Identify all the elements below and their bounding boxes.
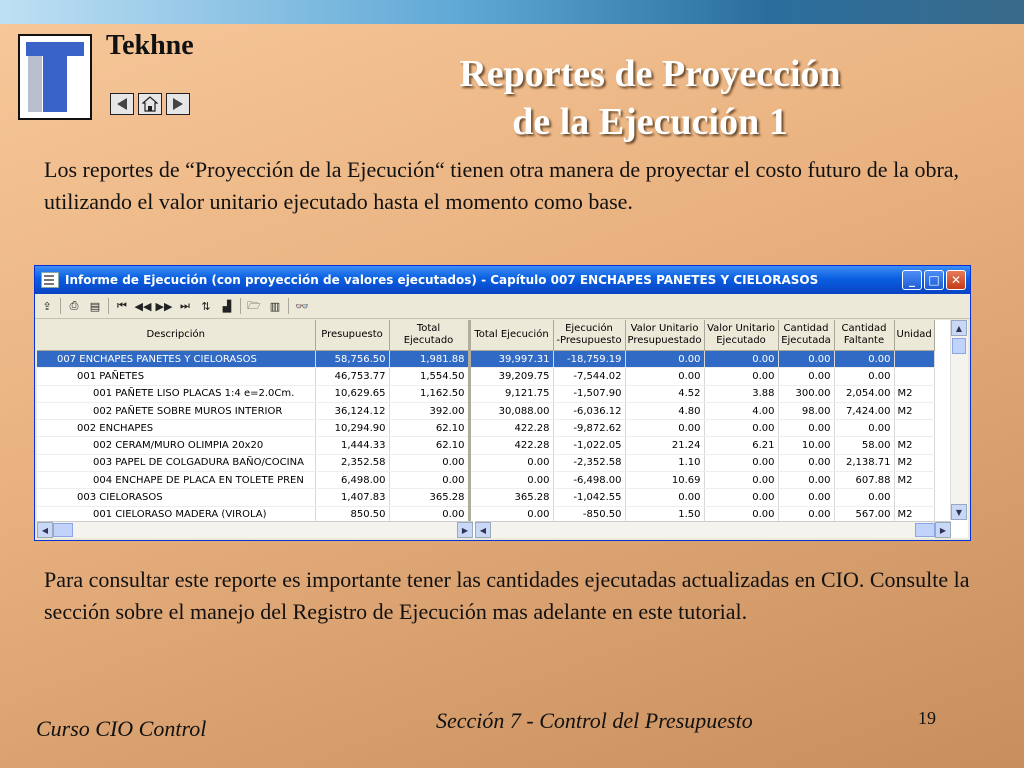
cell-desc: 001 PAÑETE LISO PLACAS 1:4 e=2.0Cm. bbox=[37, 385, 315, 402]
cell-ejpres: -1,507.90 bbox=[553, 385, 625, 402]
scroll-right-button[interactable] bbox=[457, 522, 473, 538]
prev-page-button[interactable] bbox=[135, 298, 151, 314]
first-page-button[interactable] bbox=[114, 298, 130, 314]
maximize-icon: □ bbox=[928, 273, 940, 287]
table-row[interactable] bbox=[37, 420, 934, 437]
table-row[interactable] bbox=[37, 454, 934, 471]
header-text: Ejecutado bbox=[716, 335, 766, 346]
cell-pres: 46,753.77 bbox=[315, 368, 389, 385]
cell-vue: 0.00 bbox=[704, 368, 778, 385]
scroll-left-button[interactable] bbox=[475, 522, 491, 538]
footer-section: Sección 7 - Control del Presupuesto bbox=[436, 708, 753, 733]
report-toolbar bbox=[35, 294, 970, 319]
cell-desc: 001 PAÑETES bbox=[37, 368, 315, 385]
slide-nav bbox=[110, 93, 190, 115]
col-ejecucion-presupuesto[interactable] bbox=[553, 320, 625, 351]
header-text: Cantidad bbox=[783, 323, 829, 334]
cell-und: M2 bbox=[894, 454, 934, 471]
cell-tejecucion: 30,088.00 bbox=[469, 402, 553, 419]
cell-ejpres: -9,872.62 bbox=[553, 420, 625, 437]
graph-button[interactable] bbox=[267, 298, 283, 314]
toolbar-separator bbox=[108, 298, 109, 314]
cell-tejec: 1,162.50 bbox=[389, 385, 469, 402]
cell-desc: 002 PAÑETE SOBRE MUROS INTERIOR bbox=[37, 402, 315, 419]
cell-vue: 4.00 bbox=[704, 402, 778, 419]
chevron-left-icon: ◀ bbox=[41, 525, 49, 535]
toolbar-separator bbox=[288, 298, 289, 314]
logo-t-stem bbox=[43, 56, 67, 112]
cell-cej: 0.00 bbox=[778, 420, 834, 437]
header-text: Ejecución bbox=[565, 323, 613, 334]
cell-und bbox=[894, 351, 934, 368]
report-icon bbox=[41, 272, 59, 288]
title-line-1: Reportes de Proyección bbox=[459, 53, 841, 95]
cell-vup: 4.52 bbox=[625, 385, 704, 402]
cell-desc: 002 ENCHAPES bbox=[37, 420, 315, 437]
col-vu-ejecutado[interactable] bbox=[704, 320, 778, 351]
export-button[interactable] bbox=[39, 298, 55, 314]
triangle-left-icon bbox=[115, 97, 129, 111]
table-row[interactable] bbox=[37, 489, 934, 506]
cell-pres: 10,294.90 bbox=[315, 420, 389, 437]
cell-vue: 6.21 bbox=[704, 437, 778, 454]
header-text: Cantidad bbox=[841, 323, 887, 334]
close-icon: ✕ bbox=[950, 273, 962, 287]
minimize-button[interactable] bbox=[902, 270, 922, 290]
cell-vue: 0.00 bbox=[704, 489, 778, 506]
cell-cfal: 567.00 bbox=[834, 506, 894, 523]
header-text: Valor Unitario bbox=[707, 323, 775, 334]
cell-vup: 1.50 bbox=[625, 506, 704, 523]
chevron-right-icon: ▶ bbox=[939, 525, 947, 535]
cell-pres: 1,444.33 bbox=[315, 437, 389, 454]
cell-vup: 10.69 bbox=[625, 472, 704, 489]
vertical-scroll-thumb[interactable] bbox=[952, 338, 966, 354]
cell-cej: 98.00 bbox=[778, 402, 834, 419]
table-row[interactable] bbox=[37, 402, 934, 419]
cell-vup: 1.10 bbox=[625, 454, 704, 471]
cell-pres: 1,407.83 bbox=[315, 489, 389, 506]
col-cantidad-ejecutada[interactable] bbox=[778, 320, 834, 351]
cell-tejecucion: 39,997.31 bbox=[469, 351, 553, 368]
cell-tejec: 62.10 bbox=[389, 437, 469, 454]
header-text: Valor Unitario bbox=[630, 323, 699, 334]
cell-tejecucion: 422.28 bbox=[469, 420, 553, 437]
cell-cfal: 2,138.71 bbox=[834, 454, 894, 471]
cell-und: M2 bbox=[894, 437, 934, 454]
cell-pres: 2,352.58 bbox=[315, 454, 389, 471]
report-grid bbox=[37, 320, 968, 538]
tekhne-logo bbox=[18, 34, 92, 120]
cell-tejec: 0.00 bbox=[389, 454, 469, 471]
col-total-ejecutado[interactable]: Total Ejecutado bbox=[389, 320, 469, 351]
header-text: Presupuestado bbox=[627, 335, 702, 346]
cell-und bbox=[894, 489, 934, 506]
cell-cfal: 58.00 bbox=[834, 437, 894, 454]
cell-desc: 007 ENCHAPES PANETES Y CIELORASOS bbox=[37, 351, 315, 368]
cell-tejec: 0.00 bbox=[389, 506, 469, 523]
cell-vue: 3.88 bbox=[704, 385, 778, 402]
sort-az-icon: ⇅ bbox=[201, 299, 211, 313]
cell-tejec: 365.28 bbox=[389, 489, 469, 506]
col-vu-presupuestado[interactable] bbox=[625, 320, 704, 351]
export-icon: ⇪ bbox=[42, 299, 52, 313]
cell-und bbox=[894, 420, 934, 437]
footer-course: Curso CIO Control bbox=[36, 716, 207, 741]
cell-tejec: 1,554.50 bbox=[389, 368, 469, 385]
prev-page-icon: ◀◀ bbox=[134, 299, 152, 313]
page-number: 19 bbox=[918, 708, 936, 728]
chart-button[interactable] bbox=[219, 298, 235, 314]
prev-slide-button[interactable] bbox=[110, 93, 134, 115]
cell-pres: 6,498.00 bbox=[315, 472, 389, 489]
window-title: Informe de Ejecución (con proyección de valores ejecutados) - Capítulo 007 ENCHAPES PANETES Y CIELORASOS bbox=[65, 273, 819, 287]
cell-vup: 4.80 bbox=[625, 402, 704, 419]
cell-vup: 0.00 bbox=[625, 368, 704, 385]
note-paragraph: Para consultar este reporte es importante tener las cantidades ejecutadas actualizadas en CIO. Consulte la sección sobre el manejo del Registro de Ejecución mas adelante en este tutorial. bbox=[44, 567, 970, 624]
maximize-button[interactable] bbox=[924, 270, 944, 290]
cell-cfal: 0.00 bbox=[834, 489, 894, 506]
cell-vue: 0.00 bbox=[704, 472, 778, 489]
scroll-track bbox=[73, 522, 457, 538]
brand-name: Tekhne bbox=[106, 30, 194, 61]
cell-tejecucion: 9,121.75 bbox=[469, 385, 553, 402]
cell-ejpres: -1,022.05 bbox=[553, 437, 625, 454]
cell-tejecucion: 39,209.75 bbox=[469, 368, 553, 385]
top-gradient-bar bbox=[0, 0, 1024, 24]
title-line-2: de la Ejecución 1 bbox=[512, 101, 788, 143]
cell-cej: 300.00 bbox=[778, 385, 834, 402]
cell-cej: 0.00 bbox=[778, 506, 834, 523]
cell-und: M2 bbox=[894, 506, 934, 523]
cell-ejpres: -2,352.58 bbox=[553, 454, 625, 471]
cell-ejpres: -6,036.12 bbox=[553, 402, 625, 419]
scroll-track bbox=[491, 522, 915, 538]
chart-icon: ▟ bbox=[222, 299, 232, 313]
table-row[interactable] bbox=[37, 472, 934, 489]
table-body bbox=[37, 351, 934, 524]
cell-tejecucion: 422.28 bbox=[469, 437, 553, 454]
chevron-down-icon: ▼ bbox=[955, 507, 963, 517]
cell-desc: 002 CERAM/MURO OLIMPIA 20x20 bbox=[37, 437, 315, 454]
first-page-icon: ⏮ bbox=[117, 299, 127, 312]
cell-vue: 0.00 bbox=[704, 351, 778, 368]
next-slide-button[interactable] bbox=[166, 93, 190, 115]
logo-shade bbox=[28, 56, 42, 112]
cell-vue: 0.00 bbox=[704, 454, 778, 471]
cell-cfal: 0.00 bbox=[834, 420, 894, 437]
cell-tejecucion: 0.00 bbox=[469, 472, 553, 489]
cell-und: M2 bbox=[894, 472, 934, 489]
col-unidad[interactable]: Unidad bbox=[894, 320, 934, 351]
cell-vup: 0.00 bbox=[625, 351, 704, 368]
home-icon bbox=[142, 96, 158, 112]
table-row[interactable] bbox=[37, 437, 934, 454]
cell-ejpres: -7,544.02 bbox=[553, 368, 625, 385]
cell-und: M2 bbox=[894, 402, 934, 419]
col-descripcion[interactable]: Descripción bbox=[37, 320, 315, 351]
cell-cej: 0.00 bbox=[778, 454, 834, 471]
horizontal-scroll-thumb[interactable] bbox=[53, 523, 73, 537]
cell-und bbox=[894, 368, 934, 385]
sort-button[interactable] bbox=[198, 298, 214, 314]
scroll-down-button[interactable] bbox=[951, 504, 967, 520]
preview-button[interactable] bbox=[87, 298, 103, 314]
table-header-row bbox=[37, 320, 934, 351]
chevron-right-icon: ▶ bbox=[461, 525, 469, 535]
open-folder-button[interactable] bbox=[246, 298, 262, 314]
col-total-ejecucion[interactable]: Total Ejecución bbox=[469, 320, 553, 351]
cell-desc: 001 CIELORASO MADERA (VIROLA) bbox=[37, 506, 315, 523]
cell-pres: 10,629.65 bbox=[315, 385, 389, 402]
cell-tejecucion: 365.28 bbox=[469, 489, 553, 506]
cell-ejpres: -6,498.00 bbox=[553, 472, 625, 489]
cell-cej: 0.00 bbox=[778, 368, 834, 385]
cell-desc: 004 ENCHAPE DE PLACA EN TOLETE PREN bbox=[37, 472, 315, 489]
printer-icon: ⎙ bbox=[69, 299, 79, 312]
last-page-icon: ⏭ bbox=[180, 299, 190, 312]
report-table bbox=[37, 320, 935, 524]
cell-cej: 0.00 bbox=[778, 351, 834, 368]
cell-tejecucion: 0.00 bbox=[469, 454, 553, 471]
scroll-up-button[interactable] bbox=[951, 320, 967, 336]
table-row[interactable] bbox=[37, 385, 934, 402]
slide-title bbox=[380, 50, 920, 146]
cell-desc: 003 PAPEL DE COLGADURA BAÑO/COCINA bbox=[37, 454, 315, 471]
folder-icon: 🗁 bbox=[247, 298, 261, 312]
toolbar-separator bbox=[60, 298, 61, 314]
cell-tejec: 392.00 bbox=[389, 402, 469, 419]
glasses-button[interactable] bbox=[294, 298, 310, 314]
cell-cfal: 2,054.00 bbox=[834, 385, 894, 402]
cell-cfal: 7,424.00 bbox=[834, 402, 894, 419]
horizontal-scrollbar-right[interactable] bbox=[475, 521, 951, 538]
glasses-icon: 👓 bbox=[295, 299, 309, 313]
scroll-right-button[interactable] bbox=[935, 522, 951, 538]
toolbar-separator bbox=[240, 298, 241, 314]
next-page-icon: ▶▶ bbox=[155, 299, 173, 313]
header-text: Ejecutada bbox=[781, 335, 831, 346]
cell-tejec: 62.10 bbox=[389, 420, 469, 437]
cell-desc: 003 CIELORASOS bbox=[37, 489, 315, 506]
table-row[interactable] bbox=[37, 368, 934, 385]
cell-ejpres: -850.50 bbox=[553, 506, 625, 523]
cell-pres: 36,124.12 bbox=[315, 402, 389, 419]
close-button[interactable] bbox=[946, 270, 966, 290]
window-titlebar[interactable] bbox=[35, 266, 970, 294]
cell-vup: 21.24 bbox=[625, 437, 704, 454]
report-window bbox=[34, 265, 971, 541]
vertical-scrollbar[interactable] bbox=[950, 320, 968, 520]
bar-graph-icon: ▥ bbox=[269, 299, 281, 313]
cell-tejec: 1,981.88 bbox=[389, 351, 469, 368]
chevron-up-icon: ▲ bbox=[955, 323, 963, 333]
minimize-icon: _ bbox=[909, 273, 915, 287]
triangle-right-icon bbox=[171, 97, 185, 111]
last-page-button[interactable] bbox=[177, 298, 193, 314]
logo-t-bar bbox=[26, 42, 84, 56]
intro-paragraph: Los reportes de “Proyección de la Ejecución“ tienen otra manera de proyectar el costo futuro de la obra, utilizando el valor unitario ejecutado hasta el momento como base. bbox=[44, 157, 960, 214]
cell-vup: 0.00 bbox=[625, 489, 704, 506]
header-text: -Presupuesto bbox=[556, 335, 622, 346]
cell-vue: 0.00 bbox=[704, 506, 778, 523]
chevron-left-icon: ◀ bbox=[479, 525, 487, 535]
next-page-button[interactable] bbox=[156, 298, 172, 314]
cell-pres: 850.50 bbox=[315, 506, 389, 523]
cell-ejpres: -1,042.55 bbox=[553, 489, 625, 506]
print-button[interactable] bbox=[66, 298, 82, 314]
cell-cfal: 607.88 bbox=[834, 472, 894, 489]
cell-und: M2 bbox=[894, 385, 934, 402]
header-text: Faltante bbox=[843, 335, 885, 346]
cell-ejpres: -18,759.19 bbox=[553, 351, 625, 368]
window-controls bbox=[902, 270, 966, 290]
cell-cej: 0.00 bbox=[778, 489, 834, 506]
horizontal-scroll-thumb[interactable] bbox=[915, 523, 935, 537]
col-cantidad-faltante[interactable] bbox=[834, 320, 894, 351]
cell-pres: 58,756.50 bbox=[315, 351, 389, 368]
cell-cej: 10.00 bbox=[778, 437, 834, 454]
cell-cfal: 0.00 bbox=[834, 351, 894, 368]
cell-tejecucion: 0.00 bbox=[469, 506, 553, 523]
preview-icon: ▤ bbox=[89, 299, 101, 313]
cell-cej: 0.00 bbox=[778, 472, 834, 489]
home-slide-button[interactable] bbox=[138, 93, 162, 115]
horizontal-scrollbar-left[interactable] bbox=[37, 521, 473, 538]
cell-vup: 0.00 bbox=[625, 420, 704, 437]
table-row[interactable] bbox=[37, 351, 934, 368]
cell-vue: 0.00 bbox=[704, 420, 778, 437]
cell-tejec: 0.00 bbox=[389, 472, 469, 489]
col-presupuesto[interactable]: Presupuesto bbox=[315, 320, 389, 351]
cell-cfal: 0.00 bbox=[834, 368, 894, 385]
scroll-left-button[interactable] bbox=[37, 522, 53, 538]
